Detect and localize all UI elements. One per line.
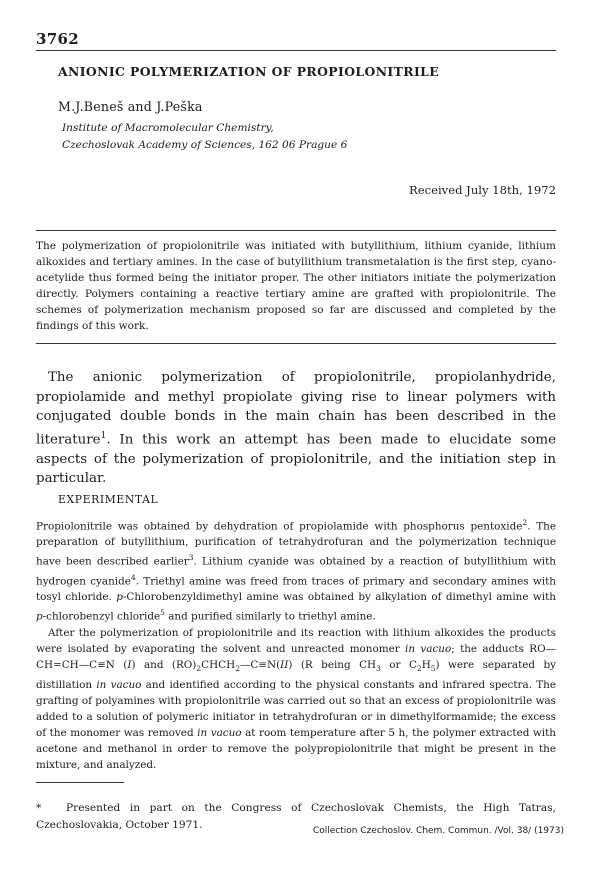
compound-label: II <box>280 658 289 671</box>
affiliation-line-1: Institute of Macromolecular Chemistry, <box>62 122 274 134</box>
section-heading: EXPERIMENTAL <box>58 493 159 506</box>
subscript: 3 <box>376 663 381 673</box>
experimental-paragraph-1 <box>36 515 556 625</box>
journal-citation: Collection Czechoslov. Chem. Commun. /Vol. 38/ (1973) <box>312 826 564 836</box>
text: ) and (RO) <box>131 658 197 671</box>
italic-text: p <box>116 591 123 604</box>
introduction-paragraph <box>36 368 556 489</box>
text: ) were separated by distillation <box>36 658 557 691</box>
italic-text: in vacuo <box>197 726 242 739</box>
page-number: 3762 <box>36 30 79 48</box>
reference-mark: 1 <box>100 430 107 441</box>
text: . The preparation of butyllithium, purification of tetrahydrofuran and the polymerization technique have been described earlier <box>36 520 556 568</box>
intro-text-2: . In this work an attempt has been made to elucidate some aspects of the polymerization of propiolonitrile, and the initiation step in particular. <box>36 432 556 487</box>
text: -chlorobenzyl chloride <box>42 610 161 623</box>
text: CHCH <box>201 658 236 671</box>
text: . Triethyl amine was freed from traces of primary and secondary amines with tosyl chloride. <box>36 575 556 604</box>
reference-mark: 2 <box>522 518 528 527</box>
text: After the polymerization of propiolonitrile and its reaction with lithium alkoxides the products were isolated by evaporating the solvent and unreacted monomer <box>36 626 556 655</box>
abstract: The polymerization of propiolonitrile was initiated with butyllithium, lithium cyanide, lithium alkoxides and tertiary amines. In the case of butyllithium transmetalation is the first step, cyano-acetylide thus formed being the initiator proper. The other initiators initiate the polymerization directly. Polymers containing a reactive tertiary amine are grafted with propiolonitrile. The schemes of polymerization mechanism proposed so far are discussed and completed by the findings of this work. <box>36 240 556 332</box>
footnote-symbol: * <box>36 802 42 814</box>
text: at room temperature after 5 h, the polymer extracted with acetone and methanol in order to remove the polypropiolonitrile that might be present in the mixture, and analyzed. <box>36 726 556 771</box>
text: and purified similarly to triethyl amine. <box>164 610 376 623</box>
text: ; the adducts RO—CH=CH—C≡N ( <box>36 642 556 671</box>
footnote-rule <box>36 782 124 783</box>
text: or C <box>380 658 417 671</box>
subscript: 5 <box>430 663 436 673</box>
text: -Chlorobenzyldimethyl amine was obtained by alkylation of dimethyl amine with <box>122 591 556 604</box>
reference-mark: 3 <box>188 553 194 563</box>
article-title: ANIONIC POLYMERIZATION OF PROPIOLONITRILE <box>58 64 440 79</box>
abstract-bottom-rule <box>36 343 556 344</box>
intro-text: The anionic polymerization of propiolonitrile, propiolanhydride, propiolamide and methyl propiolate giving rise to linear polymers with conjugated double bonds in the main chain has been described in the literature <box>36 370 556 448</box>
affiliation-line-2: Czechoslovak Academy of Sciences, 162 06 Prague 6 <box>62 139 348 151</box>
reference-mark: 5 <box>160 608 165 618</box>
experimental-paragraph-2 <box>36 625 556 773</box>
subscript: 2 <box>416 663 422 673</box>
authors: M.J.Beneš and J.Peška <box>58 99 203 114</box>
text: ) (R being CH <box>288 658 377 671</box>
affiliation <box>62 120 347 154</box>
reference-mark: 4 <box>130 572 136 582</box>
italic-text: in vacuo <box>96 678 142 691</box>
experimental-section <box>36 515 556 773</box>
text: . Lithium cyanide was obtained by a reaction of butyllithium with hydrogen cyanide <box>36 555 556 588</box>
subscript: 2 <box>196 663 202 673</box>
text: and identified according to the physical constants and infrared spectra. The grafting of polyamines with propiolonitrile was carried out so that an excess of propiolonitrile was added to a solution of polymeric initiator in tetrahydrofuran or in dimethylformamide; the excess of the monomer was removed <box>36 678 557 739</box>
italic-text: p <box>36 610 43 623</box>
abstract-top-rule <box>36 230 556 231</box>
subscript: 2 <box>235 663 240 673</box>
footnote-text: Presented in part on the Congress of Czechoslovak Chemists, the High Tatras, Czechoslovakia, October 1971. <box>36 802 556 831</box>
received-date: Received July 18th, 1972 <box>409 183 556 197</box>
header-rule <box>36 50 556 51</box>
compound-label: I <box>127 658 132 671</box>
text: —C≡N( <box>239 658 281 671</box>
italic-text: in vacuo <box>405 642 452 655</box>
text: H <box>421 658 431 671</box>
text: Propiolonitrile was obtained by dehydration of propiolamide with phosphorus pentoxide <box>36 520 523 533</box>
